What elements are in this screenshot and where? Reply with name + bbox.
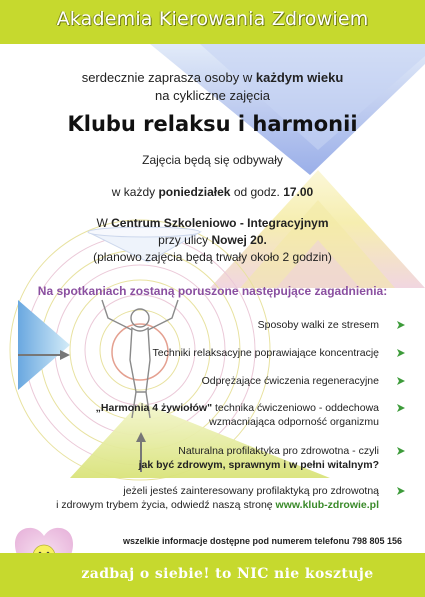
street-pre: przy ulicy — [158, 233, 212, 247]
page-title: Akademia Kierowania Zdrowiem — [56, 8, 369, 30]
topic-arrow-icon — [396, 446, 406, 456]
street-line — [0, 233, 425, 247]
duration-line: (planowo zajęcia będą trwały około 2 godzin) — [93, 250, 332, 264]
topic-line-2: wzmacniająca odporność organizmu — [209, 416, 379, 428]
topic-text: Techniki relaksacyjne poprawiające koncentrację — [152, 347, 379, 359]
topic-text: Odprężające ćwiczenia regeneracyjne — [201, 375, 379, 387]
topic-text: Sposoby walki ze stresem — [257, 319, 379, 331]
list-item — [139, 444, 379, 472]
topic-text: Naturalna profilaktyka pro zdrowotna - czyli — [178, 445, 379, 457]
venue-name: Centrum Szkoleniowo - Integracyjnym — [111, 216, 329, 230]
topic-text: technika ćwiczeniowo - oddechowa — [212, 402, 379, 414]
topic-arrow-icon — [396, 403, 406, 413]
intro-line-2: na cykliczne zajęcia — [155, 88, 270, 103]
topics-heading: Na spotkaniach zostaną poruszone następujące zagadnienia: — [37, 284, 388, 298]
intro-bold: każdym wieku — [255, 70, 344, 85]
schedule-intro: Zajęcia będą się odbywały — [142, 153, 283, 167]
street-name: Nowej 20. — [211, 233, 267, 247]
contact-info — [0, 536, 425, 546]
venue-line — [0, 216, 425, 230]
topic-arrow-icon — [396, 486, 406, 496]
list-item — [153, 346, 379, 360]
topic-arrow-icon — [396, 348, 406, 358]
day-bold: poniedziałek — [158, 185, 231, 199]
day-pre: w każdy — [111, 185, 159, 199]
topic-bold: jak być zdrowym, sprawnym i w pełni witalnym? — [138, 459, 379, 471]
contact-text: wszelkie informacje dostępne pod numerem telefonu 798 805 156 — [122, 536, 403, 546]
list-item — [258, 318, 379, 332]
day-mid: od godz. — [230, 185, 284, 199]
topic-arrow-icon — [396, 320, 406, 330]
topic-bold: „Harmonia 4 żywiołów" — [95, 402, 213, 414]
venue-pre: W — [96, 216, 112, 230]
intro-line-1 — [0, 70, 425, 85]
topic-arrow-icon — [396, 376, 406, 386]
footer-slogan: zadbaj o siebie! to NIC nie kosztuje — [81, 566, 374, 582]
time-bold: 17.00 — [283, 185, 314, 199]
intro-text: serdecznie zaprasza osoby w — [81, 70, 256, 85]
list-item — [96, 401, 379, 429]
headline: Klubu relaksu i harmonii — [67, 112, 358, 136]
website-link[interactable]: www.klub-zdrowie.pl — [275, 499, 379, 511]
list-item — [202, 374, 379, 388]
topic-line-2 — [56, 498, 379, 512]
list-item — [56, 484, 379, 512]
topic-text: i zdrowym trybem życia, odwiedź naszą stronę — [56, 499, 276, 511]
topic-line — [96, 401, 379, 415]
schedule-day — [0, 185, 425, 199]
topic-text: jeżeli jesteś zainteresowany profilaktyką pro zdrowotną — [123, 485, 379, 497]
